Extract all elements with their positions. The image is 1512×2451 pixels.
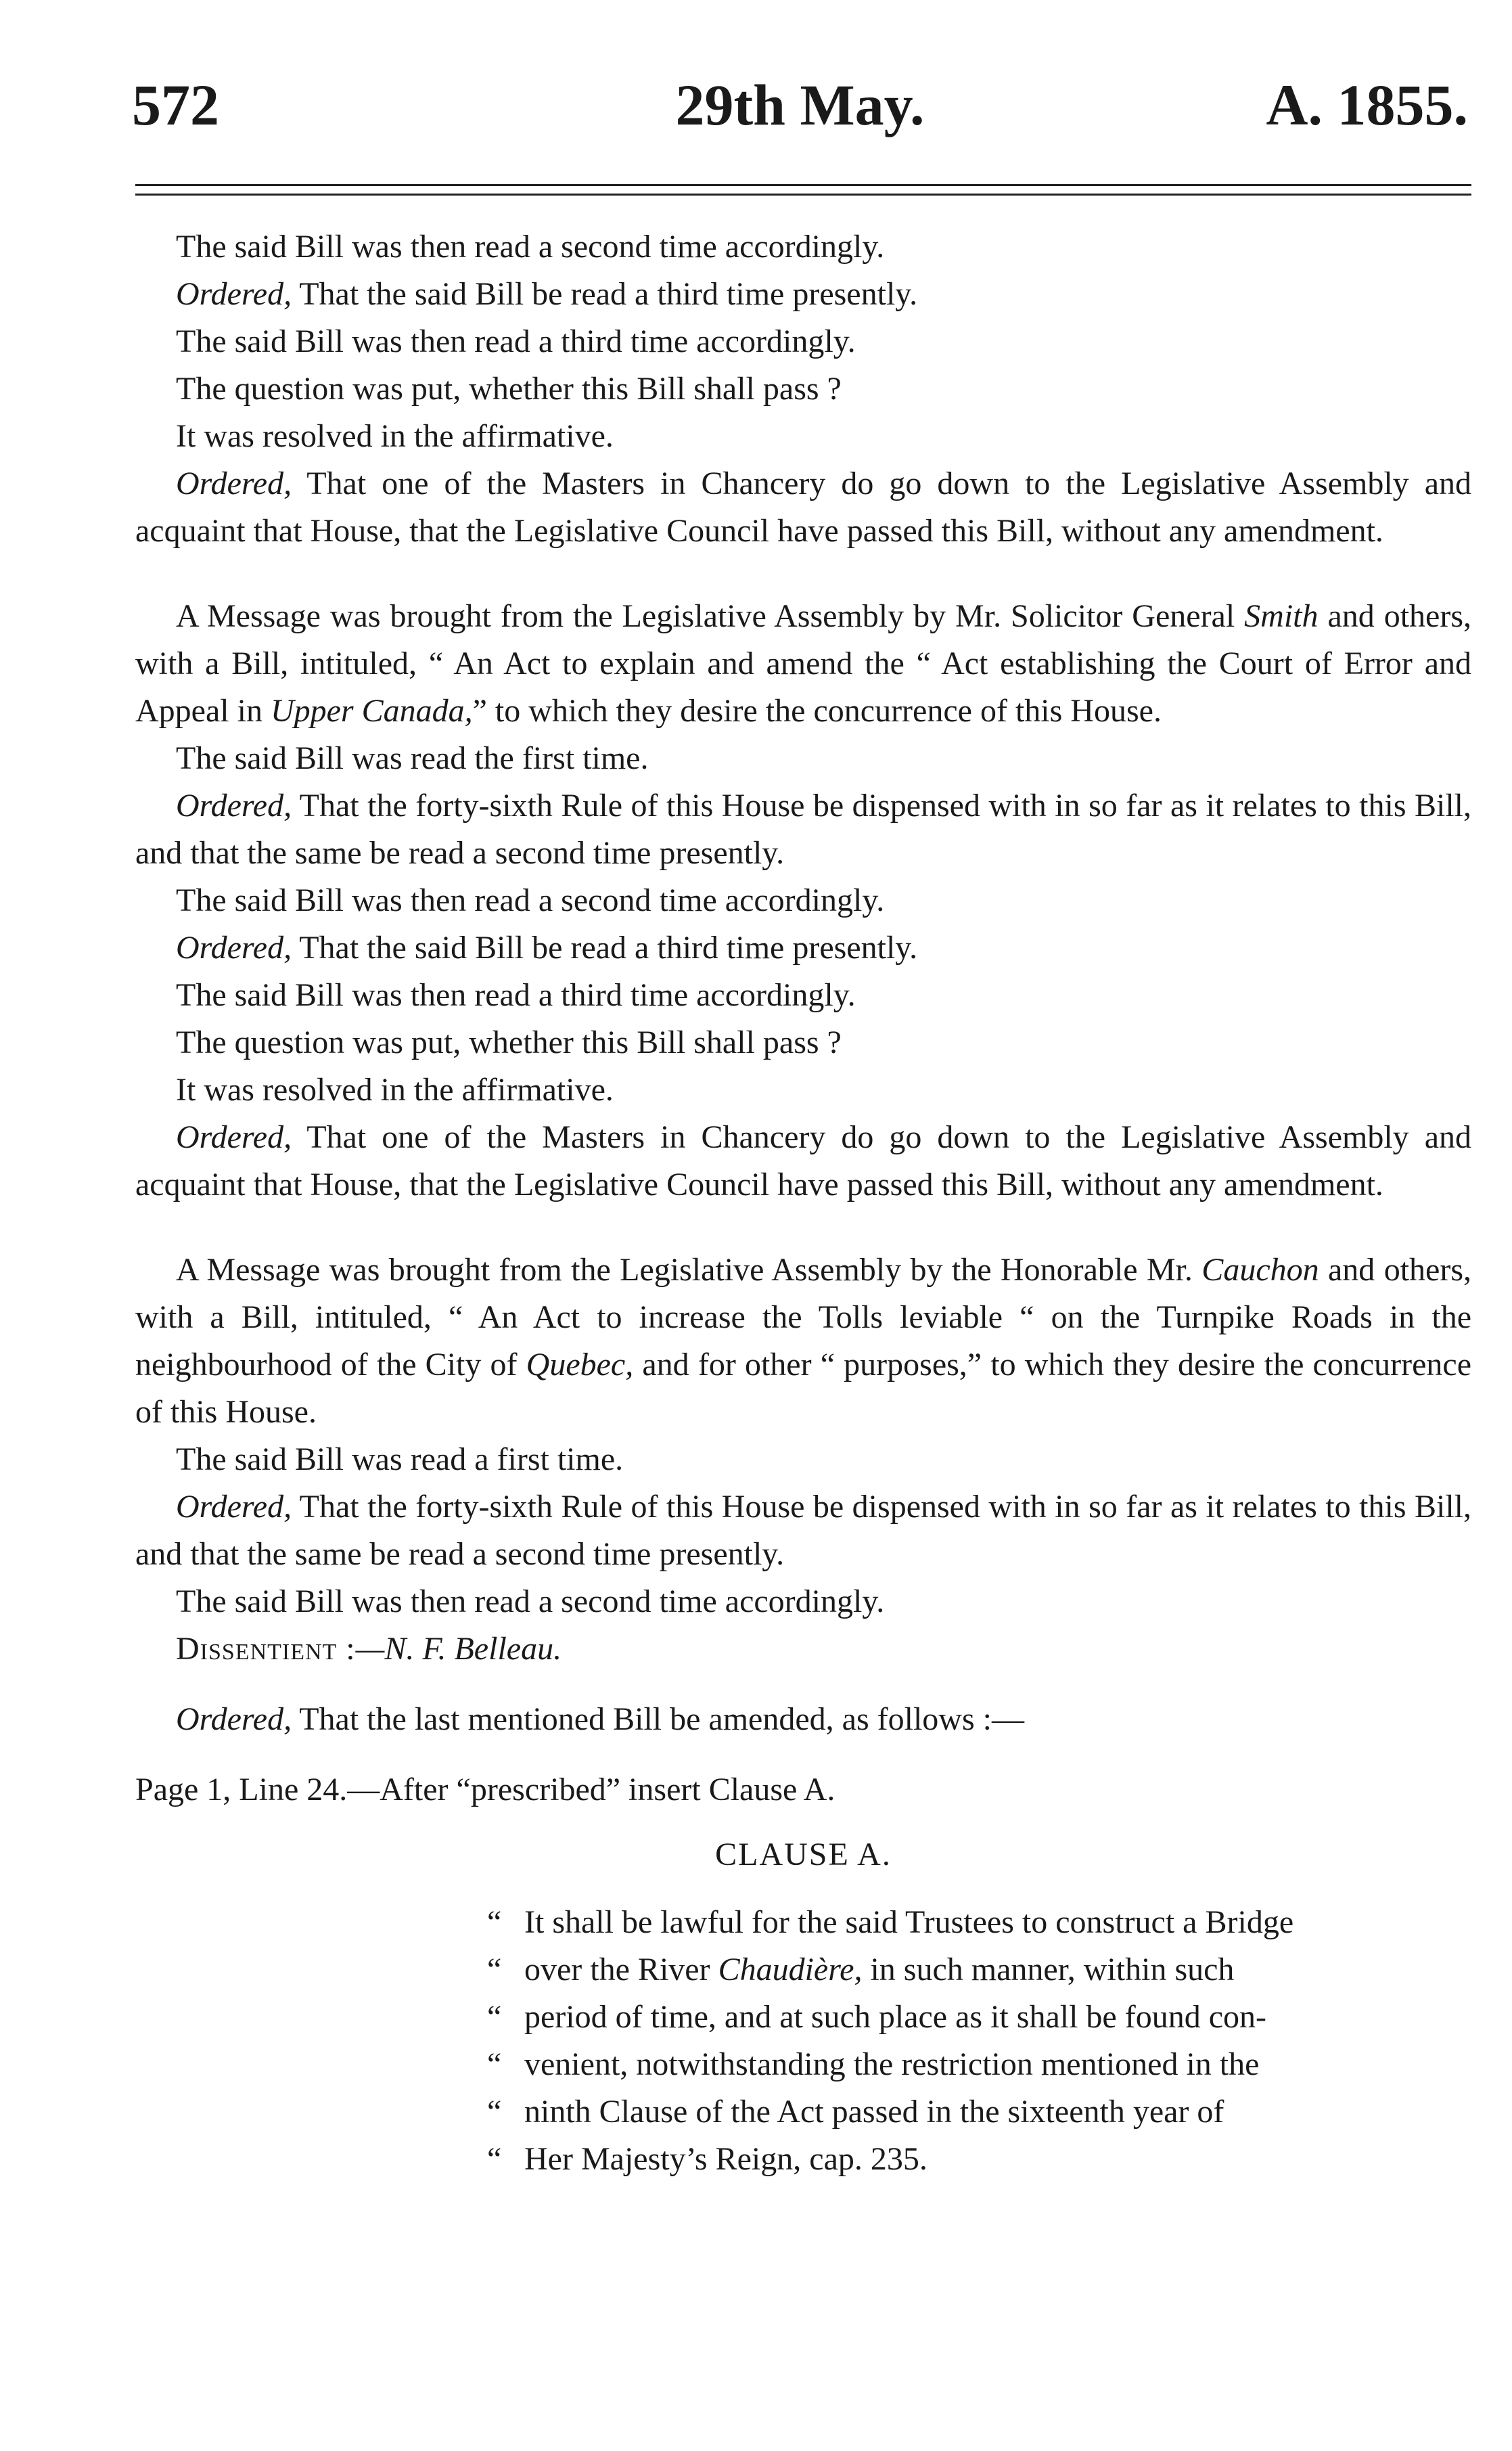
s1-line6 (135, 460, 1471, 555)
clause-line-1 (487, 1899, 1471, 1946)
s3-dissent (135, 1625, 1471, 1673)
page-date: 29th May. (675, 72, 925, 137)
clause-line-2-rest: in such manner, within such (862, 1952, 1235, 1987)
header-rule-top (135, 184, 1471, 186)
header-rule-bottom (135, 194, 1471, 196)
s2-line7: It was resolved in the affirmative. (176, 1072, 614, 1108)
s3-message-c: and for other “ purposes,” to which they desire the concurrence of this House. (135, 1347, 1472, 1430)
s2-ordered-label-3: Ordered, (176, 1119, 292, 1155)
clause-line-5-text: ninth Clause of the Act passed in the sixteenth year of (524, 2094, 1224, 2130)
page-body (135, 223, 1471, 2183)
s2-message-place: Upper Canada, (270, 693, 473, 729)
dissentient-label: Dissentient : (176, 1631, 356, 1667)
dissentient-name: —N. F. Belleau. (355, 1631, 562, 1667)
s2-line2-text: That the forty-sixth Rule of this House be dispensed with in so far as it relates to this Bill, and that the same be read a second time presently. (135, 788, 1471, 871)
quote-mark: “ (487, 2094, 502, 2130)
clause-line-4-text: venient, notwithstanding the restriction mentioned in the (524, 2046, 1260, 2082)
s2-line6: The question was put, whether this Bill shall pass ? (176, 1025, 842, 1060)
quote-mark: “ (487, 2141, 502, 2177)
s2-line8-text: That one of the Masters in Chancery do go down to the Legislative Assembly and acquaint that House, that the Legislative Council have passed this Bill, without any amendment. (135, 1119, 1471, 1202)
s3-ordered-label-2: Ordered, (176, 1701, 292, 1737)
quote-mark: “ (487, 1952, 502, 1987)
s1-line5: It was resolved in the affirmative. (176, 418, 614, 454)
s2-message-b: and others, with a Bill, intituled, “ An Act to explain and amend the “ Act establishing the Court of Error and Appeal in (135, 598, 1472, 729)
s2-ordered-label-2: Ordered, (176, 930, 292, 966)
s3-line3: The said Bill was then read a second time accordingly. (176, 1583, 885, 1619)
s1-line2-text: That the said Bill be read a third time presently. (292, 276, 918, 312)
s1-ordered-label-2: Ordered, (176, 466, 292, 501)
s3-message (135, 1246, 1471, 1436)
s3-amend-text: That the last mentioned Bill be amended, as follows :— (292, 1701, 1024, 1737)
clause-line-4 (487, 2041, 1471, 2088)
page-header (132, 68, 1468, 142)
s2-message-a: A Message was brought from the Legislative Assembly by Mr. Solicitor General (176, 598, 1245, 634)
s2-message (135, 593, 1471, 735)
s2-line1: The said Bill was read the first time. (176, 740, 649, 776)
quote-mark: “ (487, 1999, 502, 2035)
page-year: A. 1855. (1266, 72, 1468, 137)
clause-line-1-text: It shall be lawful for the said Trustees to construct a Bridge (524, 1904, 1294, 1940)
s2-line4 (135, 924, 1471, 972)
s3-message-name: Cauchon (1201, 1252, 1319, 1288)
clause-line-6 (487, 2136, 1471, 2183)
clause-line-2-text: over the River (524, 1952, 718, 1987)
s1-ordered-label: Ordered, (176, 276, 292, 312)
clause-line-2 (487, 1946, 1471, 1994)
s1-line1: The said Bill was then read a second time accordingly. (176, 229, 885, 265)
s2-line8 (135, 1114, 1471, 1209)
s1-line2 (135, 271, 1471, 318)
clause-title: CLAUSE A. (715, 1837, 892, 1872)
s3-amend-order (135, 1696, 1471, 1743)
s1-line4: The question was put, whether this Bill shall pass ? (176, 371, 842, 407)
s3-message-place: Quebec, (526, 1347, 634, 1382)
s3-ordered-label: Ordered, (176, 1489, 292, 1525)
s3-message-a: A Message was brought from the Legislative Assembly by the Honorable Mr. (176, 1252, 1202, 1288)
s2-message-name: Smith (1244, 598, 1319, 634)
s2-message-c: ” to which they desire the concurrence of this House. (472, 693, 1162, 729)
s1-line3: The said Bill was then read a third time accordingly. (176, 323, 856, 359)
s2-line4-text: That the said Bill be read a third time presently. (292, 930, 918, 966)
clause-line-3-text: period of time, and at such place as it shall be found con- (524, 1999, 1266, 2035)
s3-line1: The said Bill was read a first time. (176, 1441, 624, 1477)
clause-line-5 (487, 2088, 1471, 2136)
s3-page-line: Page 1, Line 24.—After “prescribed” insert Clause A. (135, 1772, 835, 1807)
s3-line2-text: That the forty-sixth Rule of this House be dispensed with in so far as it relates to this Bill, and that the same be read a second time presently. (135, 1489, 1471, 1572)
clause-river: Chaudière, (718, 1952, 863, 1987)
page-number: 572 (132, 72, 219, 137)
clause-line-3 (487, 1994, 1471, 2041)
quote-mark: “ (487, 1904, 502, 1940)
s1-line6-text: That one of the Masters in Chancery do go down to the Legislative Assembly and acquaint that House, that the Legislative Council have passed this Bill, without any amendment. (135, 466, 1471, 549)
s3-line2 (135, 1483, 1471, 1578)
quote-mark: “ (487, 2046, 502, 2082)
s2-ordered-label: Ordered, (176, 788, 292, 824)
s2-line3: The said Bill was then read a second time accordingly. (176, 882, 885, 918)
clause-a-text (487, 1899, 1471, 2183)
s3-message-b: and others, with a Bill, intituled, “ An Act to increase the Tolls leviable “ on the Turnpike Roads in the neighbourhood of the City of (135, 1252, 1471, 1382)
clause-line-6-text: Her Majesty’s Reign, cap. 235. (524, 2141, 927, 2177)
s2-line2 (135, 782, 1471, 877)
s2-line5: The said Bill was then read a third time accordingly. (176, 977, 856, 1013)
